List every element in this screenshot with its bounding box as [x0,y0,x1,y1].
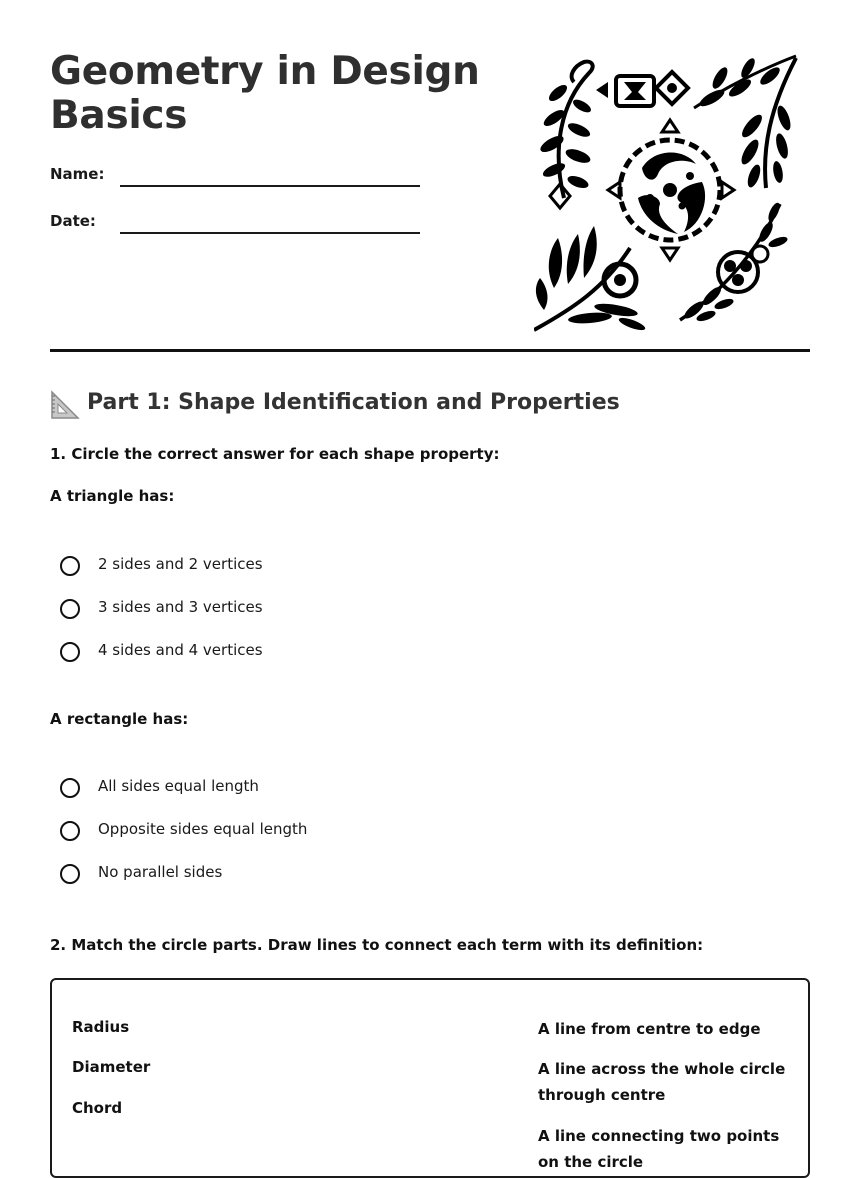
worksheet-page [50,0,810,1171]
part1-title: Part 1: Shape Identification and Properties [87,390,620,415]
definition-2[interactable]: A line across the whole circle through centre [538,1060,786,1104]
triangle-ruler-icon [50,390,80,420]
definition-3[interactable]: A line connecting two points on the circle [538,1127,780,1171]
name-label: Name: [50,165,105,183]
triangle-option-2[interactable] [60,597,460,623]
answer-circle[interactable] [60,642,80,662]
title-line-1: Geometry in Design [50,49,480,94]
date-label: Date: [50,212,96,230]
term-radius[interactable]: Radius [72,1018,130,1036]
term-diameter[interactable]: Diameter [72,1058,151,1076]
option-label: 2 sides and 2 vertices [98,555,263,573]
question-2-prompt: 2. Match the circle parts. Draw lines to connect each term with its definition: [50,936,704,954]
date-field [50,212,430,242]
definition-1[interactable]: A line from centre to edge [538,1020,761,1038]
rectangle-option-3[interactable] [60,862,460,888]
answer-circle[interactable] [60,556,80,576]
name-field [50,165,430,195]
answer-circle[interactable] [60,778,80,798]
part1-heading [50,386,810,422]
option-label: All sides equal length [98,777,259,795]
title-line-2: Basics [50,93,188,138]
triangle-option-3[interactable] [60,640,460,666]
matching-box [50,978,810,1178]
worksheet-title [50,50,510,138]
triangle-option-1[interactable] [60,554,460,580]
answer-circle[interactable] [60,599,80,619]
tribal-floral-ornament-icon [534,48,810,332]
rectangle-option-1[interactable] [60,776,460,802]
answer-circle[interactable] [60,864,80,884]
rectangle-question-label: A rectangle has: [50,710,189,728]
option-label: 4 sides and 4 vertices [98,641,263,659]
term-chord[interactable]: Chord [72,1099,123,1117]
question-1-prompt: 1. Circle the correct answer for each shape property: [50,445,500,463]
triangle-question-label: A triangle has: [50,487,175,505]
option-label: Opposite sides equal length [98,820,308,838]
option-label: No parallel sides [98,863,223,881]
header-divider [50,349,810,352]
option-label: 3 sides and 3 vertices [98,598,263,616]
answer-circle[interactable] [60,821,80,841]
name-blank-line[interactable] [120,185,420,187]
date-blank-line[interactable] [120,232,420,234]
rectangle-option-2[interactable] [60,819,460,845]
